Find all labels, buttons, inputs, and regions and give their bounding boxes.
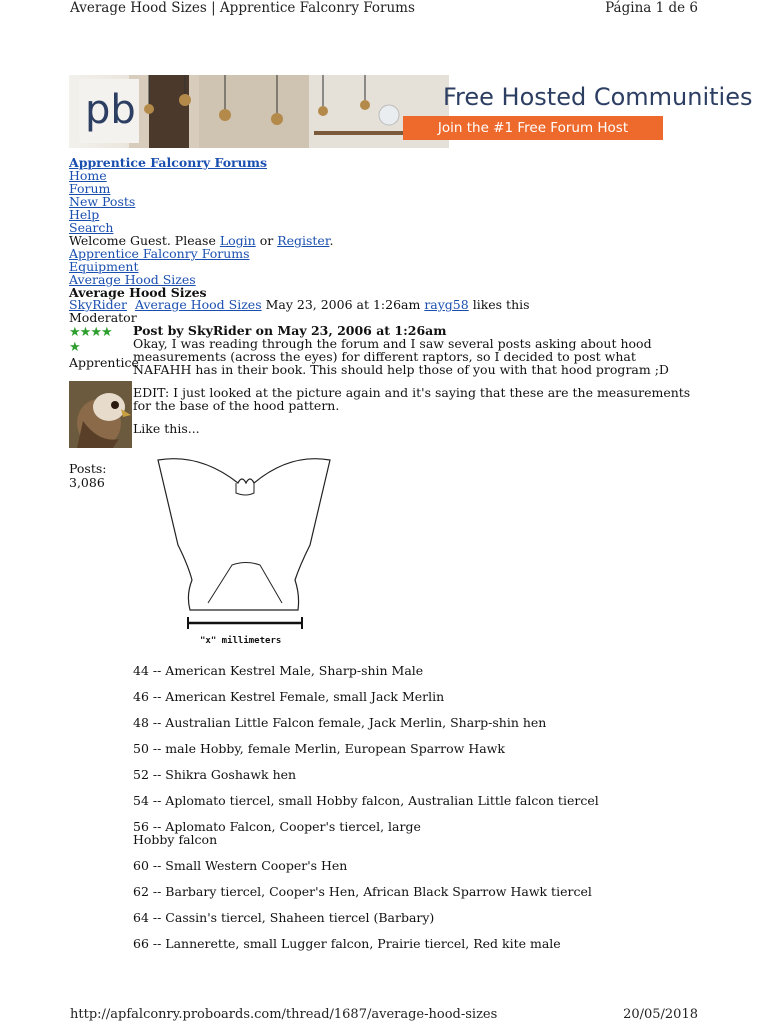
thread-title: Average Hood Sizes [69,285,207,300]
user-rank: Apprentice [69,355,139,370]
species-list [133,664,693,963]
logo-text: pb [85,87,136,133]
join-forum-host-button[interactable]: Join the #1 Free Forum Host [403,116,663,140]
nav-forum[interactable]: Forum [69,181,111,196]
breadcrumb-thread[interactable]: Average Hood Sizes [69,272,196,287]
cafe-background-image [129,75,449,148]
nav-help[interactable]: Help [69,207,100,222]
breadcrumb-forum[interactable]: Apprentice Falconry Forums [69,246,250,261]
hood-pattern-diagram [150,455,350,650]
species-item: 66 -- Lannerette, small Lugger falcon, Prairie tiercel, Red kite male [133,936,561,951]
liker-link[interactable]: rayg58 [424,297,469,312]
star-icon: ★ [90,325,101,340]
post-date: May 23, 2006 at 1:26am [261,297,425,312]
or-text: or [255,233,278,248]
register-link[interactable]: Register [277,233,330,248]
nav-new-posts[interactable]: New Posts [69,194,136,209]
document-title: Average Hood Sizes | Apprentice Falconry Forums [70,0,415,16]
user-role: Moderator [69,310,137,325]
species-item: 54 -- Aplomato tiercel, small Hobby falcon, Australian Little falcon tiercel [133,793,599,808]
ad-banner[interactable] [69,75,753,148]
nav-home[interactable]: Home [69,168,107,183]
star-icon: ★ [69,325,80,340]
login-link[interactable]: Login [219,233,256,248]
post-paragraph: EDIT: I just looked at the picture again and it's saying that these are the measurements for the base of the hood pattern. [133,385,691,413]
post-body [133,324,698,445]
post-heading: Post by SkyRider on May 23, 2006 at 1:26am [133,323,447,338]
breadcrumb-equipment[interactable]: Equipment [69,259,139,274]
post-paragraph: Okay, I was reading through the forum and I saw several posts asking about hood measurements (across the eyes) for different raptors, so I decided to post what NAFAHH has in their book. This should help those of you with that hood program ;D [133,336,669,377]
rank-stars [69,325,129,355]
thread-link[interactable]: Average Hood Sizes [134,297,262,312]
star-icon: ★ [100,325,112,340]
post-paragraph: Like this... [133,421,200,436]
likes-text: likes this [468,297,530,312]
welcome-text: Welcome Guest. Please [69,233,220,248]
species-item: 62 -- Barbary tiercel, Cooper's Hen, African Black Sparrow Hawk tiercel [133,884,592,899]
species-item: 60 -- Small Western Cooper's Hen [133,858,348,873]
posts-count: 3,086 [69,475,105,490]
page-url: http://apfalconry.proboards.com/thread/1687/average-hood-sizes [70,1007,498,1022]
nav-search[interactable]: Search [69,220,114,235]
post-meta [69,298,530,311]
species-item: 56 -- Aplomato Falcon, Cooper's tiercel, large Hobby falcon [133,819,421,847]
species-item: 48 -- Australian Little Falcon female, Jack Merlin, Sharp-shin hen [133,715,547,730]
species-item: 44 -- American Kestrel Male, Sharp-shin Male [133,663,424,678]
author-link[interactable]: SkyRider [69,297,127,312]
species-item: 50 -- male Hobby, female Merlin, European Sparrow Hawk [133,741,505,756]
page-number: Página 1 de 6 [605,0,698,16]
user-avatar[interactable] [69,381,132,448]
forum-title-link[interactable]: Apprentice Falconry Forums [69,155,267,170]
banner-slogan: Free Hosted Communities [443,83,753,111]
species-item: 64 -- Cassin's tiercel, Shaheen tiercel (Barbary) [133,910,435,925]
star-icon: ★ [69,340,80,355]
star-icon: ★ [79,325,91,340]
print-date: 20/05/2018 [623,1007,698,1022]
species-item: 52 -- Shikra Goshawk hen [133,767,297,782]
species-item: 46 -- American Kestrel Female, small Jack Merlin [133,689,445,704]
welcome-message: Welcome Guest. Please Login or Register. [69,233,334,248]
diagram-label: "x" millimeters [200,636,282,646]
proboards-logo [79,79,139,143]
posts-label: Posts: [69,461,107,476]
